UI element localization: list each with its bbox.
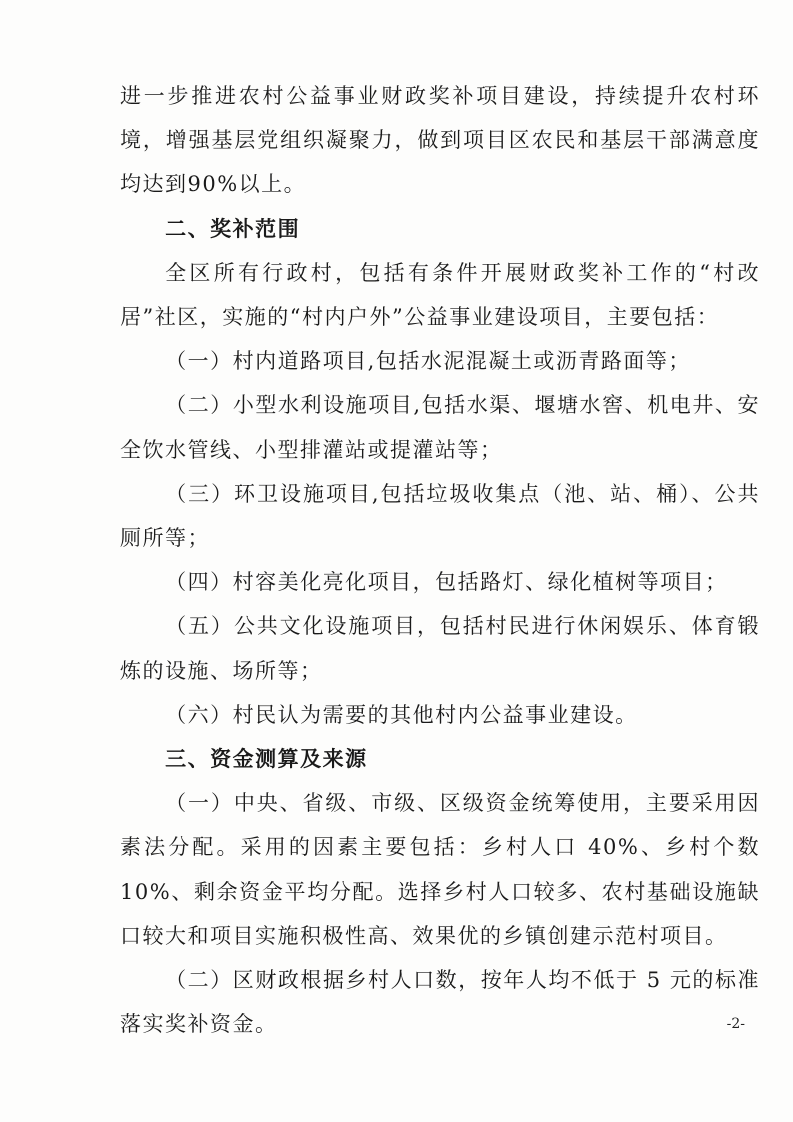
list-item-other: （六）村民认为需要的其他村内公益事业建设。: [165, 702, 638, 727]
paragraph-funding-allocation: （一）中央、省级、市级、区级资金统筹使用，主要采用因素法分配。采用的因素主要包括：乡村人口 40%、乡村个数10%、剩余资金平均分配。选择乡村人口较多、农村基础设施缺口较大和项目实施积极性高、效果优的乡镇创建示范村项目。: [120, 791, 760, 948]
list-item-sanitation: （三）环卫设施项目,包括垃圾收集点（池、站、桶）、公共厕所等；: [120, 481, 760, 551]
document-body: [120, 74, 760, 1046]
page-number: -2-: [726, 1016, 745, 1032]
list-item-roads: （一）村内道路项目,包括水泥混凝土或沥青路面等；: [165, 349, 691, 374]
list-item-culture-facilities: （五）公共文化设施项目，包括村民进行休闲娱乐、体育锻炼的设施、场所等；: [120, 614, 760, 683]
list-item-beautification: （四）村容美化亮化项目，包括路灯、绿化植树等项目；: [165, 570, 728, 595]
paragraph-scope-intro: 全区所有行政村，包括有条件开展财政奖补工作的“村改居”社区，实施的“村内户外”公益事业建设项目，主要包括：: [120, 260, 760, 330]
paragraph-district-funding: （二）区财政根据乡村人口数，按年人均不低于 5 元的标准落实奖补资金。: [120, 968, 760, 1037]
section-heading-scope: 二、奖补范围: [165, 216, 301, 241]
list-item-water-facilities: （二）小型水利设施项目,包括水渠、堰塘水窖、机电井、安全饮水管线、小型排灌站或提灌站等；: [120, 393, 760, 462]
section-heading-funding: 三、资金测算及来源: [165, 747, 368, 772]
paragraph-intro-continuation: 进一步推进农村公益事业财政奖补项目建设，持续提升农村环境，增强基层党组织凝聚力，做到项目区农民和基层干部满意度均达到90%以上。: [120, 84, 760, 197]
